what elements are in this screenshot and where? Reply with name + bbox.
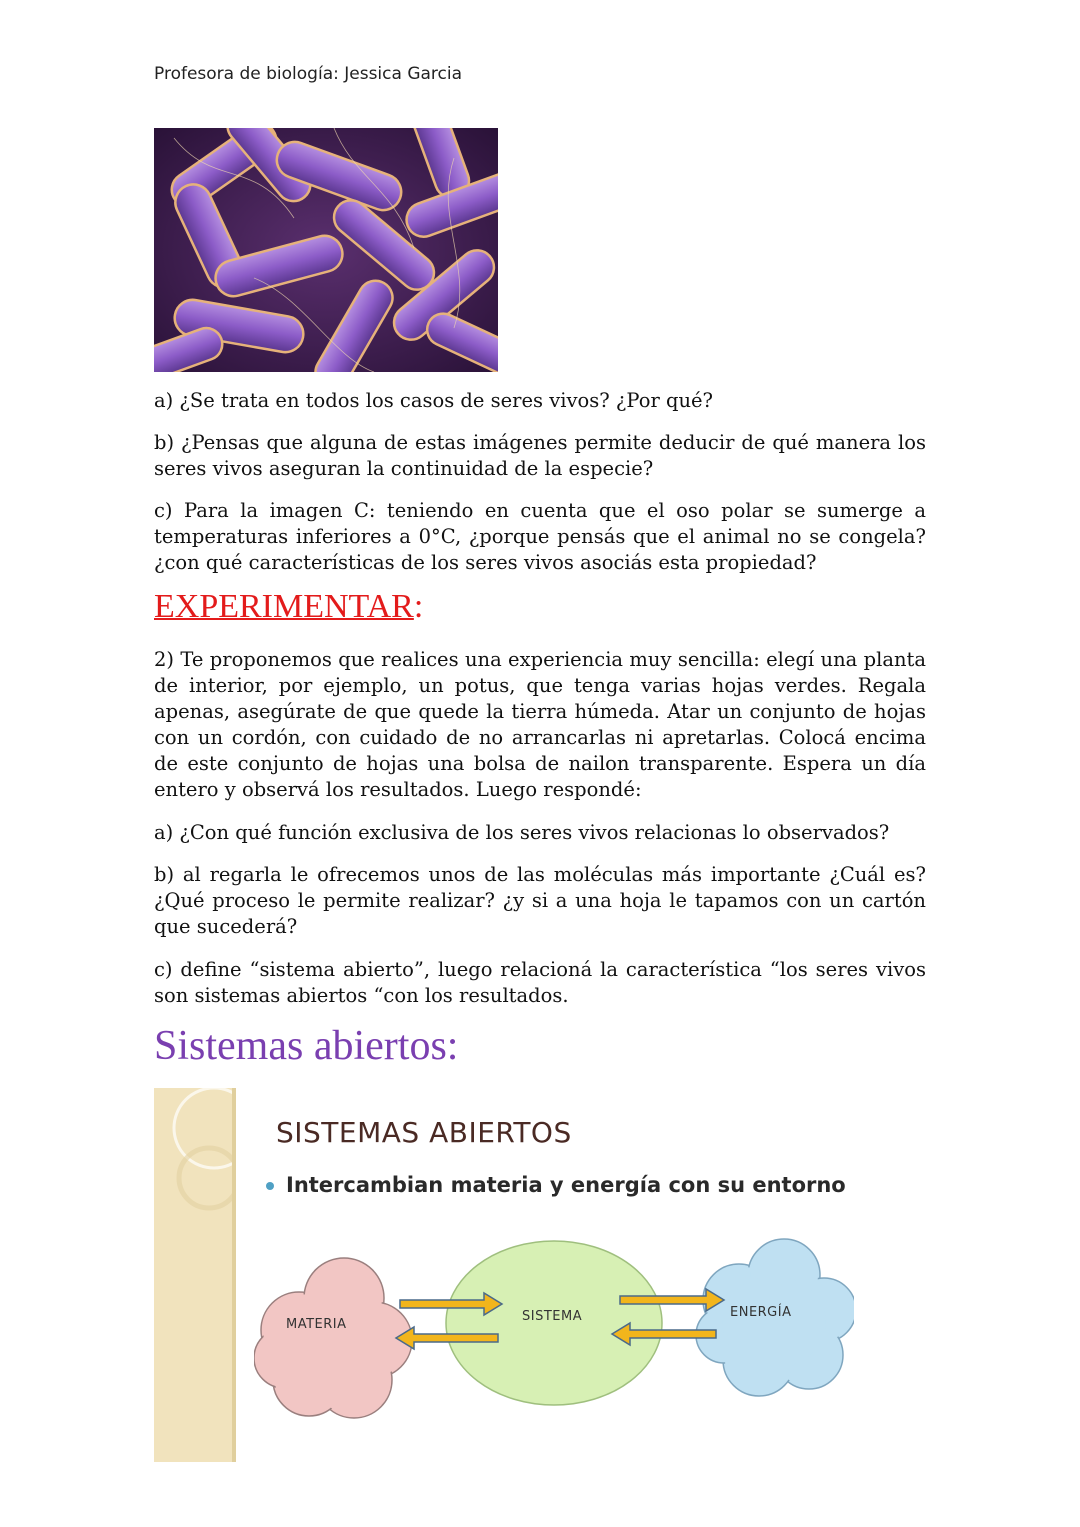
experiment-question-c: c) define “sistema abierto”, luego relacioná la característica “los seres vivos son sistemas abiertos “con los resultados. [154, 958, 926, 1007]
experiment-question-a: a) ¿Con qué función exclusiva de los seres vivos relacionas lo observados? [154, 821, 890, 844]
experimentar-colon: : [413, 588, 424, 625]
experimentar-heading-text: EXPERIMENTAR [154, 588, 414, 625]
experiment-intro: 2) Te proponemos que realices una experiencia muy sencilla: elegí una planta de interior, por ejemplo, un potus, que tenga varias hojas verdes. Regala apenas, asegúrate de que quede la tierra húmeda. Atar un conjunto de hojas con un cordón, con cuidado de no arrancarlas ni apretarlas. Colocá encima de este conjunto de hojas una bolsa de nailon transparente. Espera un día entero y observá los resultados. Luego respondé: [154, 648, 926, 801]
materia-label: MATERIA [286, 1317, 347, 1332]
bacteria-image [154, 128, 498, 372]
bullet-dot-icon [266, 1182, 274, 1190]
materia-cloud [254, 1258, 412, 1418]
slide-strip-border [232, 1088, 236, 1462]
slide-bullet-text: Intercambian materia y energía con su entorno [286, 1173, 846, 1197]
slide-title: SISTEMAS ABIERTOS [276, 1116, 572, 1149]
slide-decorative-strip [154, 1088, 236, 1462]
decorative-circles-icon [154, 1088, 236, 1462]
sistema-label: SISTEMA [522, 1309, 583, 1324]
open-systems-slide [154, 1088, 874, 1462]
open-system-diagram [254, 1230, 854, 1462]
energia-label: ENERGÍA [730, 1305, 792, 1320]
energia-cloud [696, 1239, 854, 1396]
experimentar-heading [154, 588, 423, 626]
sistemas-heading: Sistemas abiertos: [154, 1023, 459, 1069]
experiment-question-b: b) al regarla le ofrecemos unos de las moléculas más importante ¿Cuál es? ¿Qué proceso le permite realizar? ¿y si a una hoja le tapamos con un cartón que sucederá? [154, 863, 926, 938]
question-1a: a) ¿Se trata en todos los casos de seres vivos? ¿Por qué? [154, 389, 713, 412]
teacher-header: Profesora de biología: Jessica Garcia [154, 64, 463, 84]
slide-bullet [286, 1172, 846, 1199]
question-1c: c) Para la imagen C: teniendo en cuenta que el oso polar se sumerge a temperaturas inferiores a 0°C, ¿porque pensás que el animal no se congela? ¿con qué características de los seres vivos asociás esta propiedad? [154, 499, 926, 574]
question-1b: b) ¿Pensas que alguna de estas imágenes permite deducir de qué manera los seres vivos aseguran la continuidad de la especie? [154, 431, 926, 480]
bacteria-micrograph [154, 128, 498, 372]
